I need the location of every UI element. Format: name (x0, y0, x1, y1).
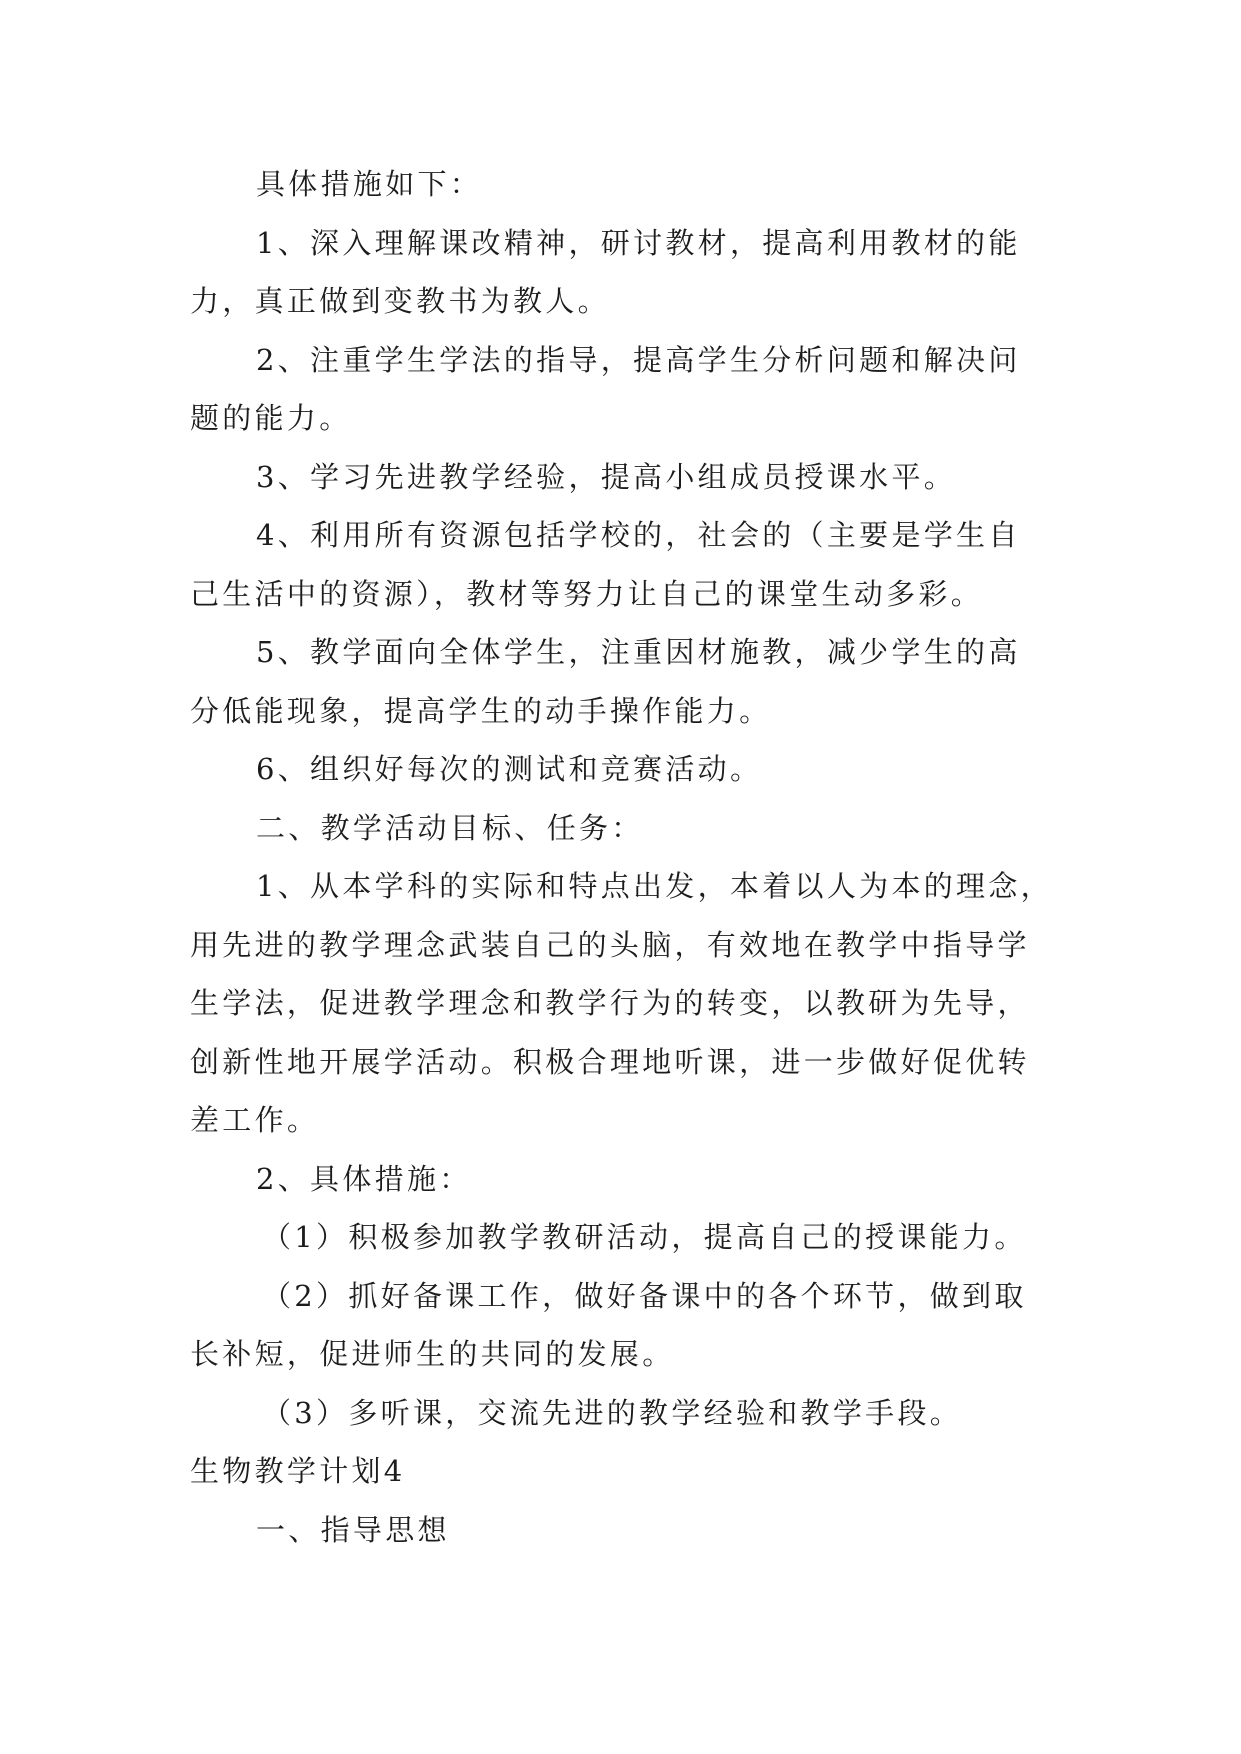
paragraph-line: 2、具体措施： (256, 1161, 472, 1196)
paragraph-line: （2）抓好备课工作，做好备课中的各个环节，做到取 (262, 1278, 1027, 1313)
paragraph-line: 己生活中的资源），教材等努力让自己的课堂生动多彩。 (190, 576, 984, 611)
paragraph-line: 题的能力。 (190, 401, 352, 435)
paragraph-line: 创新性地开展学活动。积极合理地听课，进一步做好促优转 (190, 1044, 1030, 1079)
paragraph-line: 生学法，促进教学理念和教学行为的转变，以教研为先导， (190, 986, 1030, 1020)
paragraph-line: 4、利用所有资源包括学校的，社会的（主要是学生自 (256, 518, 1021, 552)
paragraph-line: 具体措施如下： (256, 167, 483, 201)
paragraph-line: 2、注重学生学法的指导，提高学生分析问题和解决问 (256, 342, 1021, 377)
paragraph-line: 用先进的教学理念武装自己的头脑，有效地在教学中指导学 (190, 927, 1030, 962)
paragraph-line: 6、组织好每次的测试和竞赛活动。 (256, 752, 763, 786)
paragraph-line: 分低能现象，提高学生的动手操作能力。 (190, 693, 772, 728)
paragraph-line: 力，真正做到变教书为教人。 (190, 284, 610, 318)
paragraph-line: （1）积极参加教学教研活动，提高自己的授课能力。 (262, 1220, 1027, 1254)
paragraph-line: 长补短，促进师生的共同的发展。 (190, 1337, 675, 1371)
paragraph-line: 1、从本学科的实际和特点出发，本着以人为本的理念， (256, 869, 1053, 903)
paragraph-line: 1、深入理解课改精神，研讨教材，提高利用教材的能 (256, 225, 1021, 260)
section-heading: 二、教学活动目标、任务： (256, 810, 644, 845)
section-heading: 一、指导思想 (256, 1512, 450, 1547)
paragraph-line: 差工作。 (190, 1103, 320, 1137)
document-body (190, 155, 1053, 1559)
paragraph-line: 5、教学面向全体学生，注重因材施教，减少学生的高 (256, 635, 1021, 669)
document-title: 生物教学计划4 (190, 1454, 406, 1488)
paragraph-line: 3、学习先进教学经验，提高小组成员授课水平。 (256, 459, 957, 494)
paragraph-line: （3）多听课，交流先进的教学经验和教学手段。 (262, 1395, 963, 1430)
